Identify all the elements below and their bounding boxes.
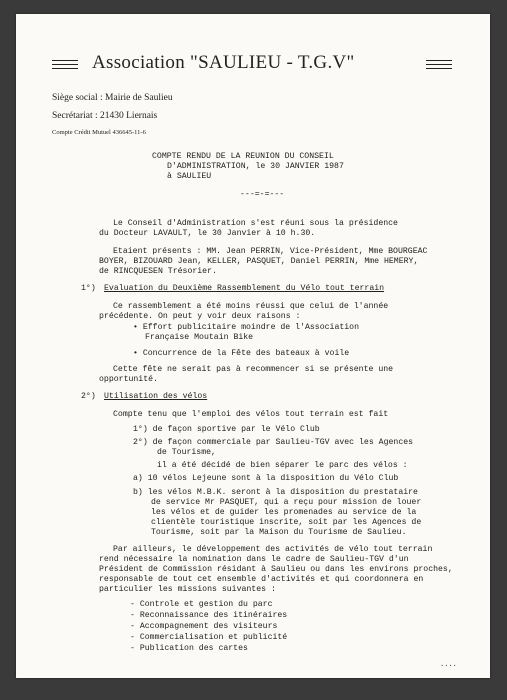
association-title: Association "SAULIEU - T.G.V" [92, 52, 355, 73]
section-2-number: 2°) [81, 392, 96, 401]
title-rule-left-2 [52, 64, 78, 65]
usage-item-2: 2°) de façon commerciale par Saulieu-TGV avec les Agences [133, 438, 414, 447]
section-1-line: précédente. On peut y voir deux raisons : [99, 312, 301, 321]
usage-item-2-cont: de Tourisme, [157, 448, 216, 457]
siege-social: Siège social : Mairie de Saulieu [52, 93, 173, 103]
mission-item: - Accompagnement des visiteurs [130, 622, 278, 631]
mission-item: - Reconnaissance des itinéraires [130, 611, 288, 620]
reason-bullet-1: • Effort publicitaire moindre de l'Association [133, 323, 360, 332]
attendees-line: BOYER, BIZOUARD Jean, KELLER, PASQUET, Daniel PERRIN, Mme HEMERY, [99, 257, 419, 266]
document-page [16, 14, 490, 678]
section-1-conclusion: opportunité. [99, 375, 158, 384]
section-1-number: 1°) [81, 284, 96, 293]
decision-line: il a été décidé de bien séparer le parc des vélos : [157, 461, 408, 470]
allocation-b-cont: Tourisme, soit par la Maison du Tourisme de Saulieu. [151, 528, 407, 537]
title-rule-right-2 [426, 64, 452, 65]
attendees-line: Etaient présents : MM. Jean PERRIN, Vice-Président, Mme BOURGEAC [113, 247, 428, 256]
intro-line: Le Conseil d'Administration s'est réuni sous la présidence [113, 219, 398, 228]
section-1-conclusion: Cette fête ne serait pas à recommencer si se présente une [113, 365, 394, 374]
heading-line-1: COMPTE RENDU DE LA REUNION DU CONSEIL [152, 152, 334, 161]
development-line: rend nécessaire la nomination dans le cadre de Saulieu-TGV d'un [99, 555, 409, 564]
allocation-a: a) 10 vélos Lejeune sont à la disposition du Vélo Club [133, 474, 399, 483]
allocation-b-cont: les vélos et de guider les promenades au service de la [151, 508, 417, 517]
attendees-line: de RINCQUESEN Trésorier. [99, 267, 217, 276]
development-line: responsable de tout cet ensemble d'activités et qui coordonnera en [99, 575, 424, 584]
heading-line-3: à SAULIEU [167, 172, 212, 181]
mission-item: - Publication des cartes [130, 644, 248, 653]
continuation-mark: .... [440, 661, 457, 669]
bank-account: Compte Crédit Mutuel 436645-11-6 [52, 129, 146, 136]
heading-line-2: D'ADMINISTRATION, le 30 JANVIER 1987 [167, 162, 344, 171]
usage-item-1: 1°) de façon sportive par le Vélo Club [133, 425, 320, 434]
secretariat: Secrétariat : 21430 Liernais [52, 111, 158, 121]
title-rule-right-3 [426, 68, 452, 69]
title-rule-left-3 [52, 68, 78, 69]
reason-bullet-1-cont: Française Moutain Bike [145, 333, 254, 342]
allocation-b-cont: clientèle touristique inscrite, soit par les Agences de [151, 518, 422, 527]
section-1-title: Evaluation du Deuxième Rassemblement du Vélo tout terrain [104, 284, 385, 293]
heading-separator: ---=-=--- [240, 190, 285, 199]
title-rule-left-1 [52, 60, 78, 61]
development-line: Président de Commission résidant à Saulieu ou dans les environs proches, [99, 565, 453, 574]
section-2-line: Compte tenu que l'emploi des vélos tout terrain est fait [113, 410, 389, 419]
development-line: particulier les missions suivantes : [99, 585, 276, 594]
section-1-line: Ce rassemblement a été moins réussi que celui de l'année [113, 302, 389, 311]
allocation-b: b) les vélos M.B.K. seront à la disposition du prestataire [133, 488, 418, 497]
mission-item: - Controle et gestion du parc [130, 600, 273, 609]
allocation-b-cont: de service Mr PASQUET, qui a reçu pour mission de louer [151, 498, 422, 507]
title-rule-right-1 [426, 60, 452, 61]
mission-item: - Commercialisation et publicité [130, 633, 288, 642]
reason-bullet-2: • Concurrence de la Fête des bateaux à voile [133, 349, 350, 358]
intro-line: du Docteur LAVAULT, le 30 Janvier à 10 h.30. [99, 229, 316, 238]
section-2-title: Utilisation des vélos [104, 392, 208, 401]
development-line: Par ailleurs, le développement des activités de vélo tout terrain [113, 545, 433, 554]
